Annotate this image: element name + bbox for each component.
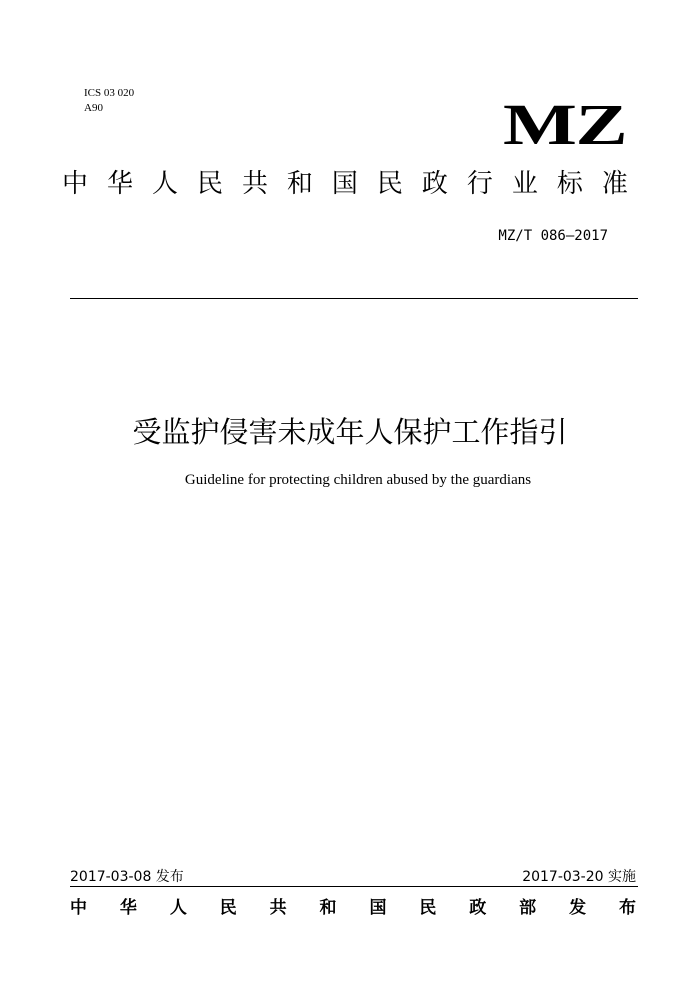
bottom-divider [70, 886, 638, 887]
standard-code: MZ/T 086—2017 [498, 228, 608, 244]
standard-name-char: 准 [601, 169, 628, 199]
standard-name-char: 民 [196, 169, 223, 199]
issuer-char: 中 [70, 898, 87, 918]
document-title-english: Guideline for protecting children abused by the guardians [184, 472, 532, 488]
issuing-authority [70, 896, 636, 920]
classification-block [84, 86, 134, 116]
standard-category-heading [62, 166, 628, 202]
standard-name-char: 共 [241, 169, 268, 199]
issuer-char: 布 [618, 898, 636, 918]
issuer-char: 人 [169, 898, 187, 918]
mz-logo: MZ [502, 92, 626, 157]
issuer-char: 国 [369, 898, 387, 918]
ccs-code: A90 [84, 102, 103, 114]
standard-name-char: 政 [421, 169, 448, 199]
ics-code: ICS 03 020 [84, 87, 135, 99]
issuer-char: 华 [119, 898, 137, 918]
standard-name-char: 业 [511, 169, 538, 199]
issuer-char: 政 [469, 898, 487, 918]
issue-date: 2017-03-08 发布 [70, 869, 184, 885]
standard-name-char: 人 [151, 169, 178, 199]
effective-date: 2017-03-20 实施 [522, 869, 636, 885]
standard-name-char: 国 [331, 169, 358, 199]
issuer-char: 发 [569, 898, 587, 918]
issuer-char: 民 [419, 898, 437, 918]
issuer-char: 部 [519, 898, 537, 918]
standard-name-char: 中 [62, 169, 89, 199]
document-title-chinese: 受监护侵害未成年人保护工作指引 [132, 415, 568, 449]
standard-name-char: 行 [466, 169, 493, 199]
standard-name-char: 标 [556, 169, 583, 199]
issuer-char: 和 [319, 898, 337, 918]
top-divider [70, 298, 638, 299]
standard-name-char: 和 [286, 169, 313, 199]
standard-name-char: 华 [106, 169, 133, 199]
issuer-char: 共 [269, 898, 287, 918]
issuer-char: 民 [219, 898, 237, 918]
standard-name-char: 民 [376, 169, 403, 199]
